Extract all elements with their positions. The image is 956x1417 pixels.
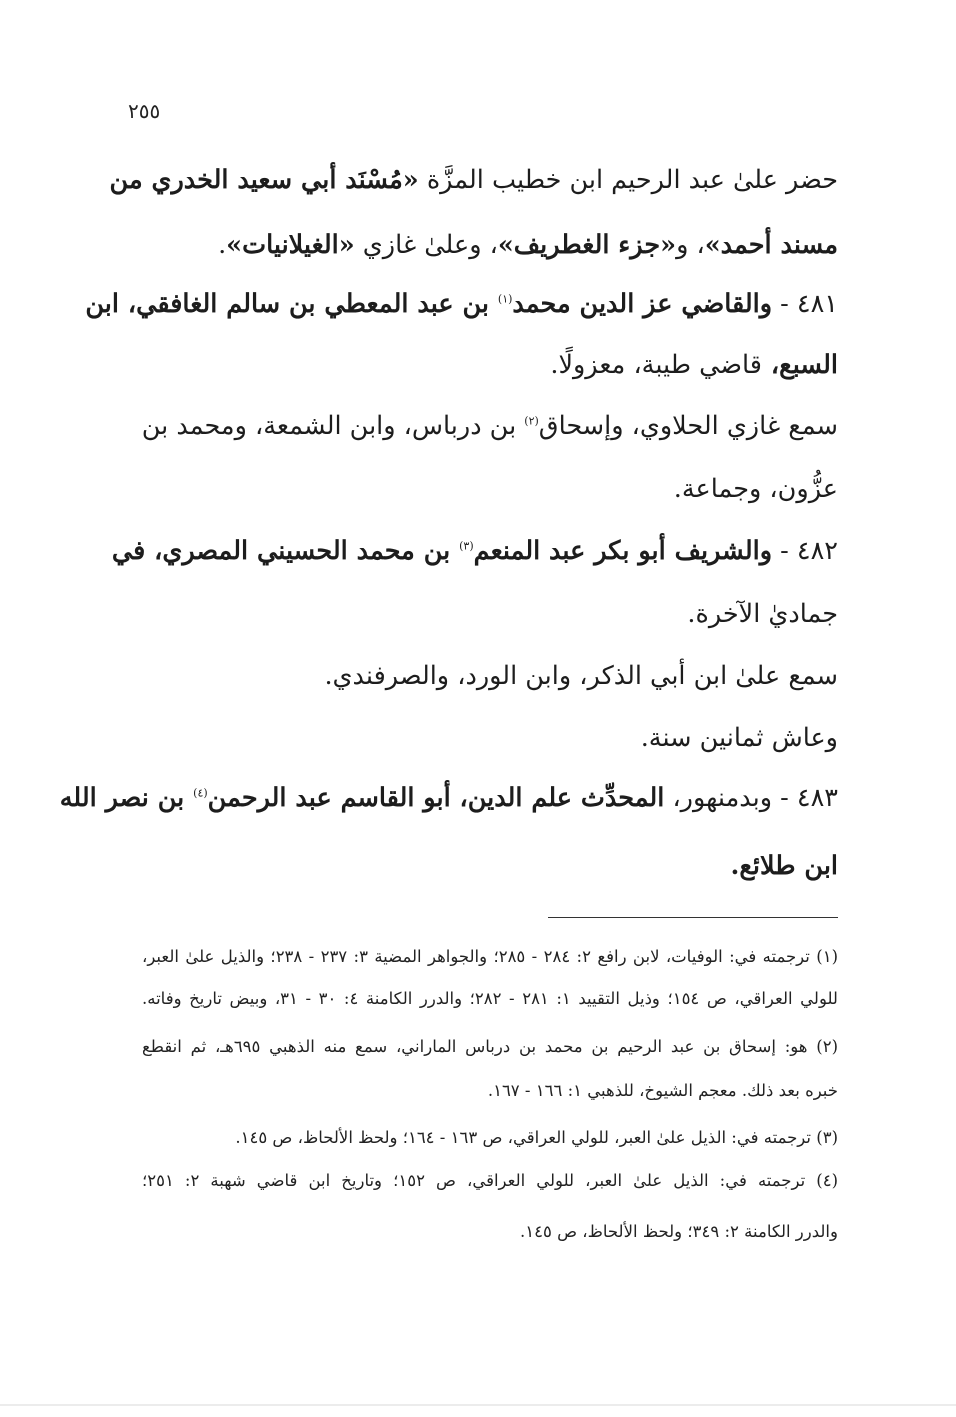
entry-481-heading bbox=[85, 284, 838, 324]
book-title-musnad: «مُسْنَد أبي سعيد الخدري من bbox=[109, 165, 419, 195]
footnote-ref-4: (٤) bbox=[193, 786, 208, 800]
text-run: . bbox=[218, 230, 227, 260]
entry-name: والشريف أبو بكر عبد المنعم bbox=[473, 536, 773, 566]
body-line-2 bbox=[218, 225, 838, 265]
body-line-1 bbox=[109, 160, 838, 200]
footnote-1-line-2: للولي العراقي، ص ١٥٤؛ وذيل التقييد ١: ٢٨١ - ٢٨٢؛ والدرر الكامنة ٤: ٣٠ - ٣١، وبيض تاريخ وفاته. bbox=[142, 989, 838, 1008]
text-run: بن درباس، وابن الشمعة، ومحمد بن bbox=[141, 411, 525, 441]
book-title-musnad-end: مسند أحمد» bbox=[704, 230, 838, 260]
entry-number: ٤٨٢ - bbox=[772, 536, 838, 566]
text-run: وبدمنهور، bbox=[664, 783, 773, 813]
body-line-10: وعاش ثمانين سنة. bbox=[640, 723, 838, 753]
body-line-12: ابن طلائع. bbox=[730, 851, 838, 881]
entry-name: السبع، bbox=[762, 350, 838, 380]
text-run: قاضي طيبة، معزولًا. bbox=[550, 350, 763, 380]
entry-name: بن عبد المعطي بن سالم الغافقي، ابن bbox=[85, 289, 498, 319]
body-line-9: سمع علىٰ ابن أبي الذكر، وابن الورد، والصرفندي. bbox=[324, 661, 838, 691]
body-line-5 bbox=[141, 406, 838, 446]
text-run: ، و bbox=[676, 230, 705, 260]
footnote-separator bbox=[548, 917, 838, 918]
footnote-2-line-2: خبره بعد ذلك. معجم الشيوخ، للذهبي ١: ١٦٦ - ١٦٧. bbox=[487, 1081, 838, 1100]
footnote-1-line-1: (١) ترجمته في: الوفيات، لابن رافع ٢: ٢٨٤ - ٢٨٥؛ والجواهر المضية ٣: ٢٣٧ - ٢٣٨؛ والذيل علىٰ العبر، bbox=[142, 947, 838, 966]
entry-name: والقاضي عز الدين محمد bbox=[512, 289, 773, 319]
page-bottom-edge bbox=[0, 1404, 956, 1406]
entry-name: بن نصر الله bbox=[59, 783, 194, 813]
footnote-4-line-2: والدرر الكامنة ٢: ٣٤٩؛ ولحظ الألحاظ، ص ١٤٥. bbox=[520, 1222, 838, 1241]
body-line-8: جماديٰ الآخرة. bbox=[687, 599, 838, 629]
text-run: حضر علىٰ عبد الرحيم ابن خطيب المزَّة bbox=[418, 165, 838, 195]
footnote-ref-1: (١) bbox=[497, 292, 513, 306]
entry-name: المحدِّث علم الدين، أبو القاسم عبد الرحمن bbox=[207, 783, 665, 813]
entry-483-heading bbox=[59, 778, 838, 818]
book-title-juz: «جزء الغطريف» bbox=[497, 230, 677, 260]
footnote-2-line-1: (٢) هو: إسحاق بن عبد الرحيم بن محمد بن درباس الماراني، سمع منه الذهبي ٦٩٥هـ، ثم انقطع bbox=[142, 1037, 839, 1056]
page-number: ٢٥٥ bbox=[128, 99, 161, 123]
footnote-ref-2: (٢) bbox=[524, 414, 539, 428]
text-run: سمع غازي الحلاوي، وإسحاق bbox=[538, 411, 838, 441]
entry-482-heading bbox=[111, 531, 838, 571]
body-line-6: عزُّون، وجماعة. bbox=[673, 474, 838, 504]
text-run: في bbox=[111, 536, 146, 566]
book-title-ghaylaniyat: «الغيلانيات» bbox=[226, 230, 355, 260]
entry-name: بن محمد الحسيني المصري، bbox=[145, 536, 460, 566]
footnote-4-line-1: (٤) ترجمته في: الذيل علىٰ العبر، للولي العراقي، ص ١٥٢؛ وتاريخ ابن قاضي شهبة ٢: ٢٥١؛ bbox=[142, 1171, 839, 1190]
text-run: ، وعلىٰ غازي bbox=[354, 230, 498, 260]
footnote-3: (٣) ترجمته في: الذيل علىٰ العبر، للولي العراقي، ص ١٦٣ - ١٦٤؛ ولحظ الألحاظ، ص ١٤٥. bbox=[235, 1128, 838, 1147]
body-line-4 bbox=[550, 345, 838, 385]
footnote-ref-3: (٣) bbox=[459, 539, 474, 553]
entry-number: ٤٨٣ - bbox=[772, 783, 838, 813]
entry-number: ٤٨١ - bbox=[772, 289, 838, 319]
